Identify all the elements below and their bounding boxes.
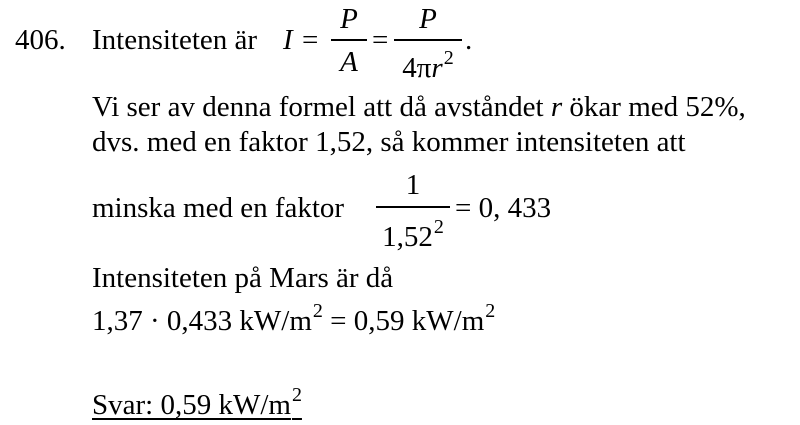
text-segment: ökar med 52%,: [569, 91, 746, 123]
fraction-denominator: [394, 47, 462, 84]
exponent: 2: [291, 384, 302, 406]
exponent: 2: [485, 300, 496, 322]
fraction-denominator: [376, 216, 450, 253]
four-pi: 4π: [402, 52, 432, 84]
fraction-denominator: A: [340, 46, 358, 78]
fraction-p-over-a: [331, 2, 367, 78]
fraction-numerator: P: [419, 3, 437, 35]
fraction-numerator: 1: [405, 169, 421, 201]
calc-left: 1,37 · 0,433 kW/m: [92, 305, 312, 337]
calc-right: = 0,59 kW/m: [322, 305, 485, 337]
answer-value: Svar: 0,59 kW/m: [92, 389, 291, 421]
radius-symbol: r: [550, 91, 563, 123]
fraction-bar: [331, 39, 367, 41]
answer-text: [92, 384, 302, 421]
fraction-p-over-4pi-r2: [394, 2, 462, 82]
radius-symbol: r: [431, 52, 443, 84]
mars-intro: Intensiteten på Mars är då: [92, 262, 394, 294]
minska-text: minska med en faktor: [92, 192, 345, 224]
answer: [92, 384, 302, 421]
text-segment: Vi ser av denna formel att då avståndet: [92, 91, 544, 123]
paragraph-line-2: dvs. med en faktor 1,52, så kommer intensiteten att: [92, 126, 686, 158]
problem-number: 406.: [15, 24, 66, 56]
fraction-bar: [394, 39, 462, 41]
fraction-bar: [376, 206, 450, 208]
denominator-base: 1,52: [382, 221, 433, 253]
equals-sign-1: =: [302, 24, 319, 56]
formula-period: .: [465, 24, 473, 56]
equals-sign-2: =: [372, 24, 389, 56]
intro-text: Intensiteten är: [92, 24, 258, 56]
exponent: 2: [312, 300, 323, 322]
exponent: 2: [443, 47, 454, 69]
fraction-1-over-1-52-squared: [376, 168, 450, 252]
exponent: 2: [433, 216, 444, 238]
factor-result: = 0, 433: [455, 192, 552, 224]
mars-calculation: [92, 300, 496, 337]
intensity-symbol: I: [283, 24, 293, 56]
fraction-numerator: P: [340, 3, 358, 35]
paragraph-line-1: [92, 93, 746, 122]
